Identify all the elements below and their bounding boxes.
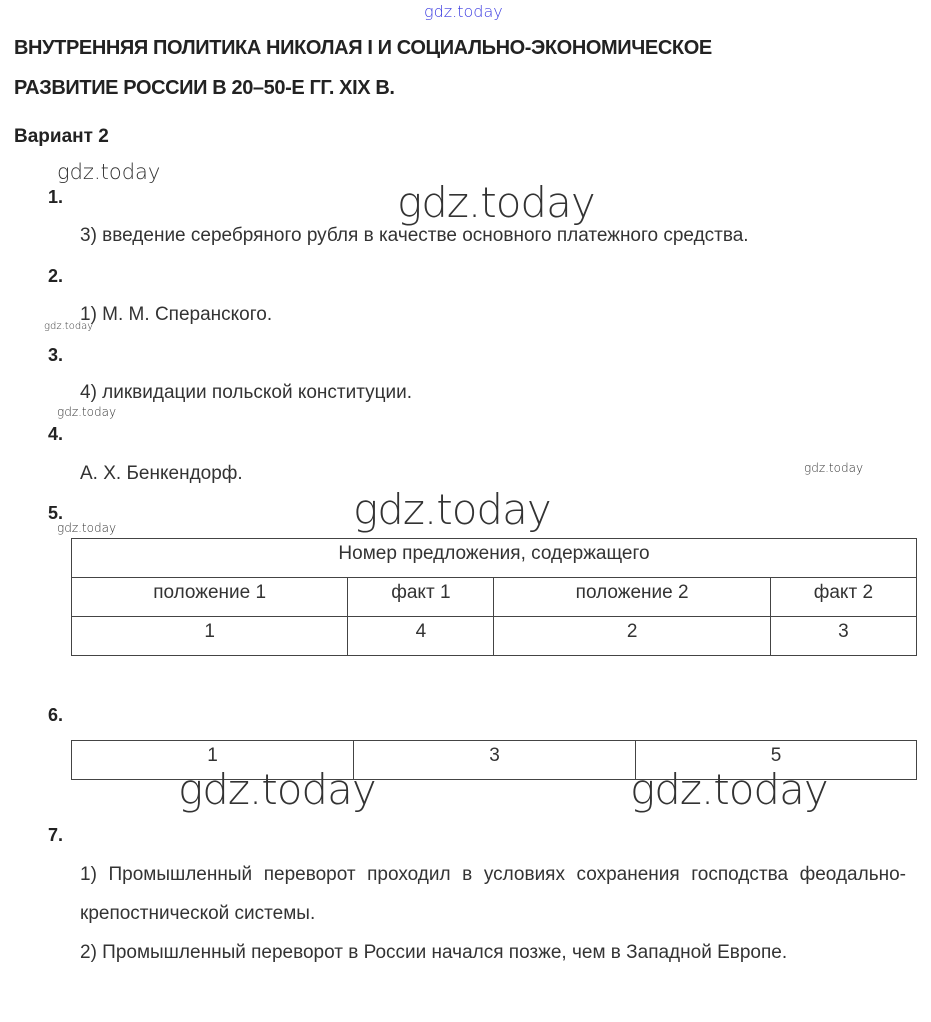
watermark: gdz.today: [804, 461, 864, 475]
question-number: 7.: [48, 825, 64, 845]
column-header: факт 2: [770, 578, 916, 617]
page-title-line1: ВНУТРЕННЯЯ ПОЛИТИКА НИКОЛАЯ I И СОЦИАЛЬНО-ЭКОНОМИЧЕСКОЕ: [14, 37, 712, 59]
table-cell: 2: [494, 617, 770, 656]
watermark: gdz.today: [57, 521, 117, 535]
watermark: gdz.today: [178, 765, 376, 814]
question-number: 2.: [48, 266, 64, 286]
answer: 1) М. М. Сперанского.: [80, 304, 273, 325]
table-cell: 3: [354, 741, 636, 780]
watermark: gdz.today: [424, 2, 503, 21]
question-number: 4.: [48, 424, 64, 444]
column-header: факт 1: [348, 578, 494, 617]
watermark: gdz.today: [630, 765, 828, 814]
question-number: 5.: [48, 503, 64, 523]
table-cell: 5: [636, 741, 917, 780]
answer: 4) ликвидации польской конституции.: [80, 382, 413, 403]
table-cell: 1: [72, 741, 354, 780]
table-header: Номер предложения, содержащего: [72, 539, 917, 578]
column-header: положение 1: [72, 578, 348, 617]
watermark: gdz.today: [397, 178, 595, 227]
page-title-line2: РАЗВИТИЕ РОССИИ В 20–50-Е ГГ. XIX В.: [14, 77, 395, 99]
table-cell: 3: [770, 617, 916, 656]
question-number: 6.: [48, 705, 64, 725]
variant-heading: Вариант 2: [14, 126, 109, 147]
watermark: gdz.today: [44, 321, 94, 332]
answer-table-5: [71, 538, 917, 656]
table-cell: 4: [348, 617, 494, 656]
question-number: 3.: [48, 345, 64, 365]
question-number: 1.: [48, 187, 64, 207]
watermark: gdz.today: [353, 485, 551, 534]
watermark: gdz.today: [57, 160, 161, 184]
watermark: gdz.today: [57, 405, 117, 419]
answer-paragraph: 1) Промышленный переворот проходил в условиях сохранения господства феодально-крепостнической системы.: [80, 864, 906, 924]
answer: А. Х. Бенкендорф.: [80, 463, 243, 484]
table-cell: 1: [72, 617, 348, 656]
answer-paragraph: 2) Промышленный переворот в России начался позже, чем в Западной Европе.: [80, 942, 788, 963]
column-header: положение 2: [494, 578, 770, 617]
answer: 3) введение серебряного рубля в качестве основного платежного средства.: [80, 225, 749, 246]
